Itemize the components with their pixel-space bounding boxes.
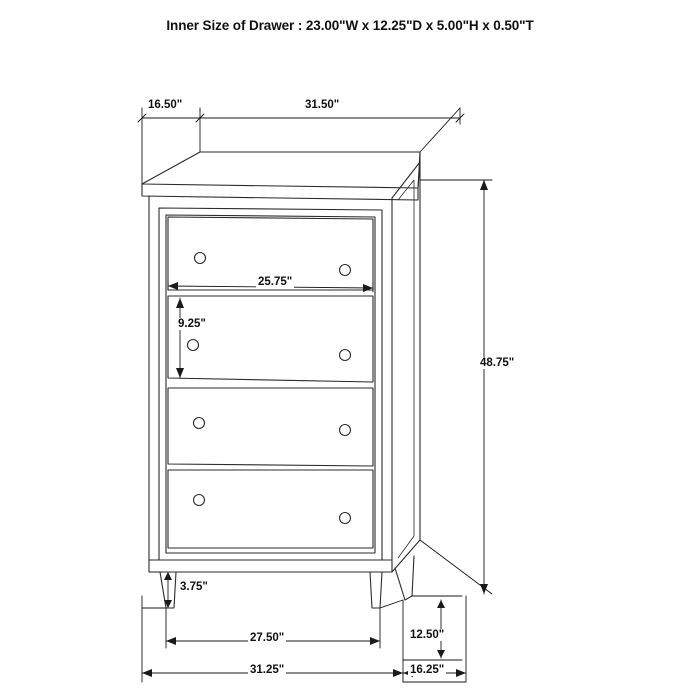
case-front-inner-frame-2 (166, 215, 375, 553)
leg-front-right (370, 572, 382, 608)
drawer-2-knob-right (340, 350, 351, 361)
arrow-overall-left (142, 669, 152, 677)
drawer-3-knob-left (194, 418, 205, 429)
dim-label-drawer-front-width: 25.75" (258, 276, 293, 288)
dim-label-base-width: 31.25" (250, 664, 285, 676)
drawer-3-front (168, 388, 373, 466)
page-title: Inner Size of Drawer : 23.00"W x 12.25"D x 5.00"H x 0.50"T (166, 18, 534, 33)
arrow-dw-right (363, 284, 373, 292)
drawer-2-knob-left (188, 340, 199, 351)
dim-label-base-depth-side: 12.50" (410, 629, 445, 641)
case-side-panel-inner (398, 180, 414, 558)
arrow-leg-top (164, 572, 172, 580)
drawer-2-front (168, 296, 373, 382)
case-front-outline (149, 196, 392, 572)
base-ref-right (380, 600, 403, 608)
leg-rear-right (395, 556, 414, 600)
arrow-dh-bottom (176, 368, 184, 378)
dim-label-base-inner-width: 27.50" (250, 632, 285, 644)
case-front-inner-frame (159, 208, 382, 560)
dim-label-top-width: 31.50" (305, 99, 340, 111)
arrow-right-top (480, 180, 488, 190)
top-surface (142, 152, 420, 188)
arrow-side-depth-bottom (437, 650, 445, 658)
dim-label-leg-height: 3.75" (180, 581, 208, 593)
ext-line-top-right (420, 108, 460, 152)
dim-label-drawer-front-height: 9.25" (178, 318, 206, 330)
drawer-1-knob-left (195, 253, 206, 264)
arrow-overall-right (393, 669, 403, 677)
arrow-inner-left (166, 637, 176, 645)
dim-label-total-height: 48.75" (480, 357, 515, 369)
drawer-4-knob-left (194, 495, 205, 506)
dim-label-base-depth: 16.25" (410, 664, 445, 676)
arrow-side-depth-top (437, 600, 445, 608)
drawer-4-front (168, 470, 373, 548)
drawer-1-knob-right (340, 265, 351, 276)
drawer-4-knob-right (340, 513, 351, 524)
arrow-dh-top (176, 298, 184, 308)
arrow-inner-right (370, 637, 380, 645)
dim-label-top-depth: 16.50" (148, 99, 183, 111)
arrow-dw-left (168, 282, 178, 290)
arrow-right-bottom (480, 584, 488, 594)
case-side-panel (392, 162, 420, 572)
drawer-3-knob-right (340, 425, 351, 436)
